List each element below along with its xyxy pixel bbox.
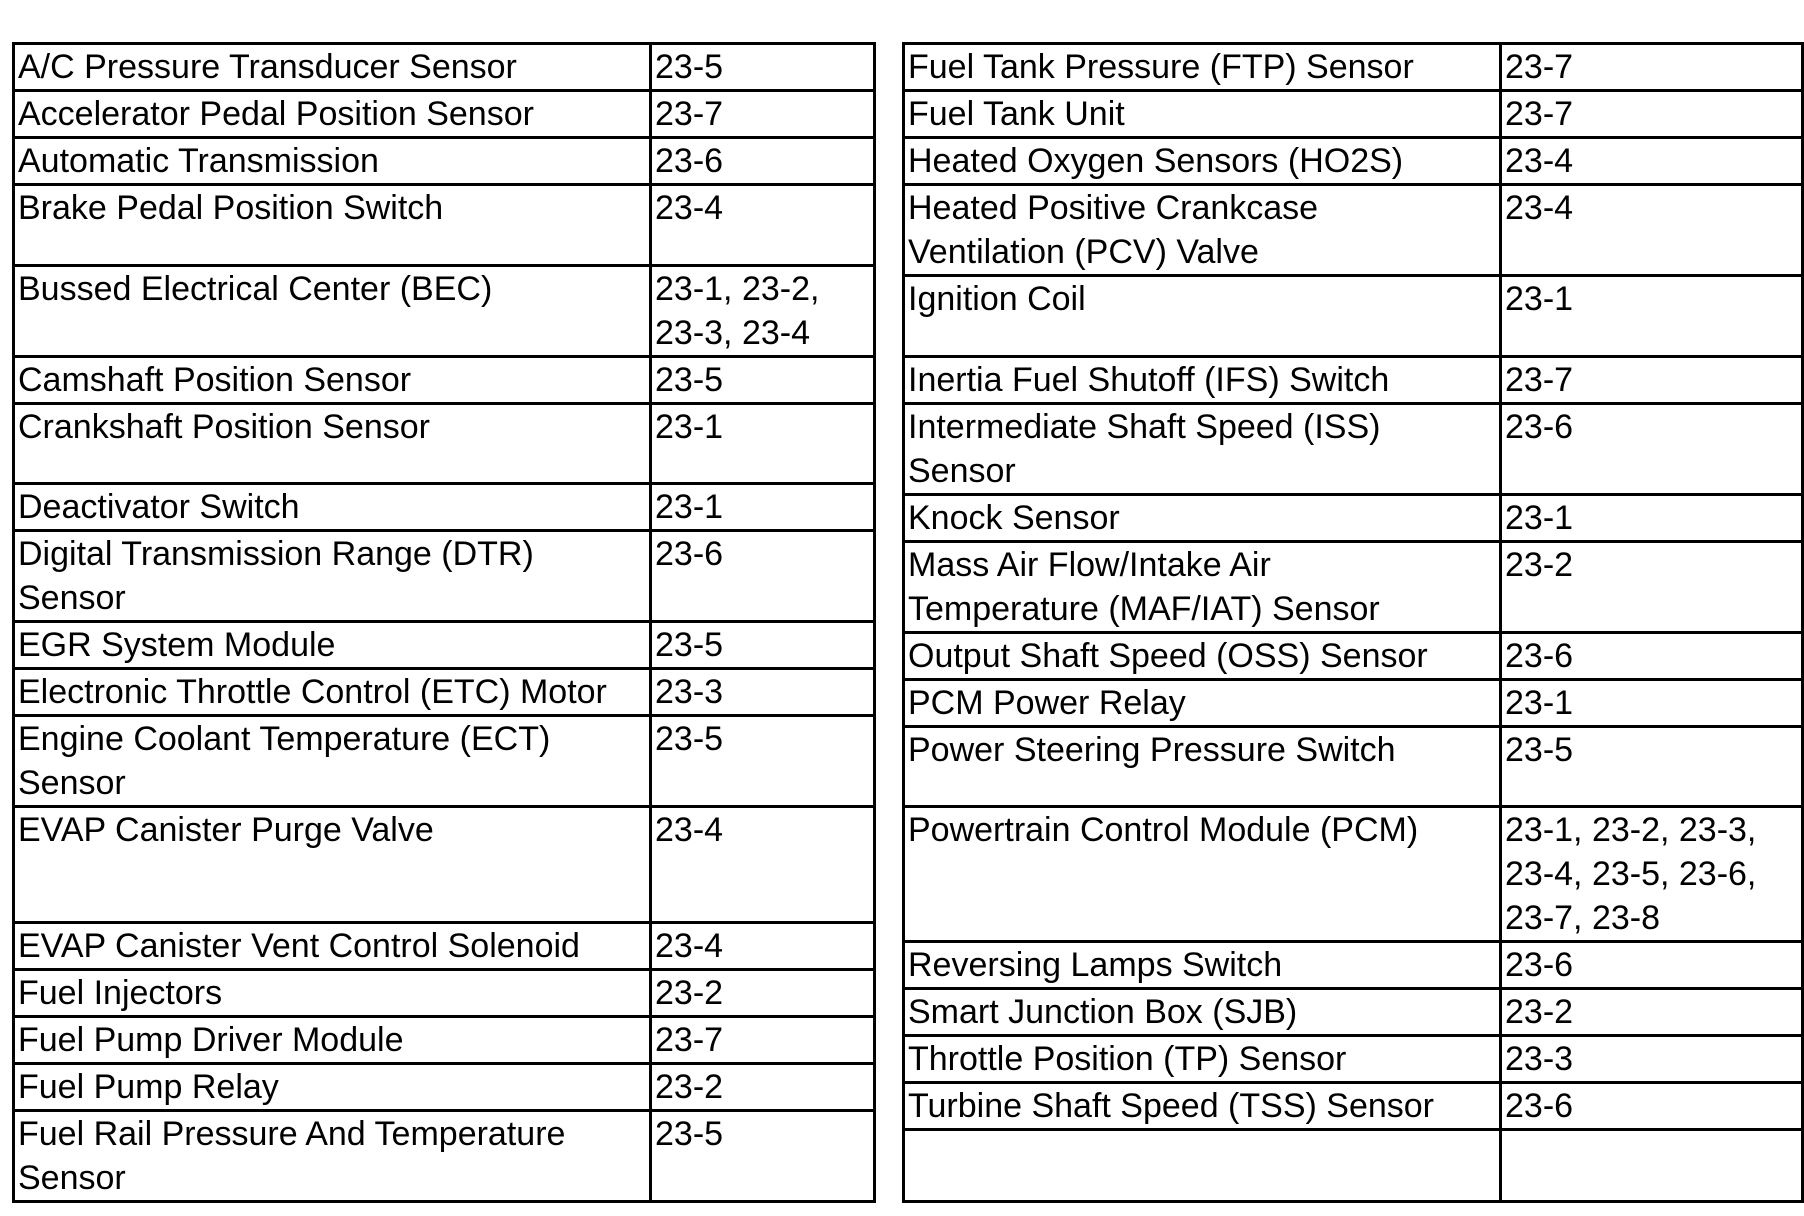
reference-cell — [1501, 1130, 1803, 1202]
component-name-cell — [904, 1130, 1501, 1202]
reference-cell — [1501, 403, 1803, 494]
reference-cell — [651, 484, 875, 531]
component-name: Camshaft Position Sensor — [18, 360, 412, 399]
component-name-cell — [904, 403, 1501, 494]
page-reference: 23-6 — [1505, 1087, 1574, 1126]
reference-cell — [1501, 632, 1803, 679]
component-table-left — [12, 42, 876, 1203]
component-name: Fuel Tank Pressure (FTP) Sensor — [908, 48, 1414, 86]
component-name: Ignition Coil — [908, 280, 1086, 318]
table-row — [904, 138, 1803, 185]
page-reference: 23-2 — [1505, 993, 1574, 1032]
reference-cell — [651, 807, 875, 923]
component-name: Sensor — [908, 451, 1016, 490]
component-name-cell — [904, 276, 1501, 357]
reference-cell — [1501, 1083, 1803, 1130]
table-row — [904, 679, 1803, 726]
table-row — [904, 494, 1803, 541]
reference-cell — [1501, 185, 1803, 276]
reference-cell — [651, 185, 875, 266]
page-reference: 23-1 — [1505, 683, 1574, 722]
reference-cell — [1501, 541, 1803, 632]
component-name: Heated Oxygen Sensors (HO2S) — [908, 142, 1404, 180]
component-name-cell — [904, 989, 1501, 1036]
component-table-left-body — [14, 44, 875, 1202]
table-row — [14, 1064, 875, 1111]
table-row — [14, 970, 875, 1017]
component-name: Fuel Rail Pressure And Temperature — [18, 1115, 566, 1153]
table-row — [14, 44, 875, 91]
component-name-cell — [904, 185, 1501, 276]
page-reference: 23-7 — [655, 1021, 724, 1059]
component-name: EVAP Canister Vent Control Solenoid — [18, 927, 580, 965]
component-name: Reversing Lamps Switch — [908, 946, 1283, 985]
reference-cell — [651, 356, 875, 403]
table-row — [14, 531, 875, 622]
component-name-cell — [14, 265, 651, 356]
reference-cell — [651, 44, 875, 91]
component-name: Throttle Position (TP) Sensor — [908, 1040, 1347, 1079]
page-reference: 23-6 — [1505, 946, 1574, 985]
page-reference: 23-4 — [1505, 189, 1574, 227]
table-row — [904, 726, 1803, 807]
reference-cell — [651, 669, 875, 716]
table-row — [904, 44, 1803, 91]
page-reference: 23-1, 23-2, 23-3, — [1505, 811, 1757, 850]
component-name: Fuel Pump Driver Module — [18, 1021, 404, 1059]
component-name-cell — [14, 1017, 651, 1064]
component-name-cell — [14, 923, 651, 970]
table-row — [904, 403, 1803, 494]
component-name: EGR System Module — [18, 626, 336, 664]
page-reference: 23-5 — [655, 48, 724, 86]
component-name: Crankshaft Position Sensor — [18, 407, 430, 446]
component-name: EVAP Canister Purge Valve — [18, 811, 434, 849]
reference-cell — [651, 622, 875, 669]
component-name-cell — [904, 541, 1501, 632]
component-name: Fuel Pump Relay — [18, 1068, 279, 1106]
component-name: Ventilation (PCV) Valve — [908, 233, 1259, 271]
reference-cell — [1501, 989, 1803, 1036]
page-reference: 23-1 — [655, 488, 724, 526]
reference-cell — [1501, 91, 1803, 138]
page-reference: 23-4 — [655, 189, 724, 227]
component-name-cell — [904, 494, 1501, 541]
reference-cell — [651, 1111, 875, 1202]
table-row — [14, 265, 875, 356]
reference-cell — [1501, 44, 1803, 91]
reference-cell — [1501, 276, 1803, 357]
component-name: Intermediate Shaft Speed (ISS) — [908, 407, 1381, 446]
component-name-cell — [14, 970, 651, 1017]
component-name: Sensor — [18, 579, 126, 617]
page-reference: 23-5 — [655, 1115, 724, 1153]
component-name: Bussed Electrical Center (BEC) — [18, 269, 493, 308]
table-row — [904, 989, 1803, 1036]
page-reference: 23-5 — [1505, 730, 1574, 769]
component-name: Sensor — [18, 1159, 126, 1197]
page-reference: 23-5 — [655, 720, 724, 758]
page-reference: 23-7 — [655, 95, 724, 133]
component-name: Turbine Shaft Speed (TSS) Sensor — [908, 1087, 1435, 1126]
page-reference: 23-6 — [1505, 407, 1574, 446]
page-reference: 23-3 — [1505, 1040, 1574, 1079]
table-row — [904, 276, 1803, 357]
reference-cell — [1501, 679, 1803, 726]
component-name-cell — [14, 91, 651, 138]
table-row — [14, 403, 875, 484]
page-reference: 23-1, 23-2, — [655, 269, 820, 308]
table-row — [14, 716, 875, 807]
component-table-right-body — [904, 44, 1803, 1202]
table-row — [14, 807, 875, 923]
page-reference: 23-1 — [1505, 280, 1574, 318]
component-name-cell — [14, 669, 651, 716]
reference-cell — [651, 91, 875, 138]
component-name: Sensor — [18, 764, 126, 802]
component-name: Power Steering Pressure Switch — [908, 730, 1396, 769]
reference-cell — [651, 1017, 875, 1064]
page-reference: 23-3, 23-4 — [655, 313, 810, 352]
component-name-cell — [904, 44, 1501, 91]
table-row — [904, 632, 1803, 679]
table-row — [904, 1130, 1803, 1202]
table-row — [14, 1017, 875, 1064]
table-row — [904, 91, 1803, 138]
page-reference: 23-4 — [655, 811, 724, 849]
page-reference: 23-4 — [655, 927, 724, 965]
page-reference: 23-6 — [655, 142, 724, 180]
table-row — [904, 541, 1803, 632]
component-name-cell — [904, 679, 1501, 726]
page-reference: 23-7 — [1505, 360, 1574, 399]
page-reference: 23-7 — [1505, 48, 1574, 86]
component-name-cell — [14, 1111, 651, 1202]
component-name-cell — [14, 403, 651, 484]
component-name-cell — [14, 1064, 651, 1111]
page-reference: 23-6 — [655, 535, 724, 573]
component-name-cell — [14, 185, 651, 266]
page-reference: 23-5 — [655, 360, 724, 399]
component-name: Heated Positive Crankcase — [908, 189, 1319, 227]
table-row — [14, 356, 875, 403]
page-reference: 23-6 — [1505, 636, 1574, 675]
reference-cell — [1501, 807, 1803, 942]
component-name: Fuel Injectors — [18, 974, 223, 1012]
component-name: PCM Power Relay — [908, 683, 1186, 722]
component-name-cell — [14, 531, 651, 622]
component-table-right — [902, 42, 1804, 1203]
page-reference: 23-1 — [655, 407, 724, 446]
column-gap — [876, 42, 902, 1203]
table-row — [14, 1111, 875, 1202]
reference-cell — [651, 138, 875, 185]
table-row — [14, 185, 875, 266]
page-reference: 23-1 — [1505, 498, 1574, 537]
component-name: Brake Pedal Position Switch — [18, 189, 444, 227]
component-name-cell — [904, 807, 1501, 942]
page-reference: 23-4 — [1505, 142, 1574, 180]
component-name: Automatic Transmission — [18, 142, 379, 180]
component-name-cell — [14, 716, 651, 807]
table-row — [904, 356, 1803, 403]
component-name-cell — [904, 1083, 1501, 1130]
page-reference: 23-4, 23-5, 23-6, — [1505, 855, 1757, 894]
component-name: Powertrain Control Module (PCM) — [908, 811, 1419, 850]
component-name-cell — [904, 632, 1501, 679]
reference-cell — [1501, 1036, 1803, 1083]
component-index — [12, 42, 1798, 1203]
table-row — [904, 1036, 1803, 1083]
reference-cell — [651, 716, 875, 807]
component-name-cell — [14, 44, 651, 91]
page-reference: 23-7 — [1505, 95, 1574, 133]
reference-cell — [1501, 942, 1803, 989]
table-row — [904, 185, 1803, 276]
page-reference: 23-2 — [1505, 545, 1574, 584]
reference-cell — [1501, 138, 1803, 185]
component-name: Smart Junction Box (SJB) — [908, 993, 1298, 1032]
table-row — [14, 669, 875, 716]
reference-cell — [651, 923, 875, 970]
table-row — [904, 1083, 1803, 1130]
component-name: Deactivator Switch — [18, 488, 300, 526]
table-row — [904, 942, 1803, 989]
reference-cell — [651, 403, 875, 484]
reference-cell — [651, 531, 875, 622]
table-row — [14, 484, 875, 531]
component-name-cell — [904, 91, 1501, 138]
reference-cell — [651, 1064, 875, 1111]
page-reference: 23-3 — [655, 673, 724, 711]
component-name-cell — [904, 942, 1501, 989]
component-name-cell — [14, 138, 651, 185]
table-row — [14, 91, 875, 138]
component-name-cell — [904, 138, 1501, 185]
component-name-cell — [14, 356, 651, 403]
reference-cell — [1501, 726, 1803, 807]
component-name: Fuel Tank Unit — [908, 95, 1125, 133]
component-name: Inertia Fuel Shutoff (IFS) Switch — [908, 360, 1390, 399]
component-name-cell — [904, 1036, 1501, 1083]
component-name: Engine Coolant Temperature (ECT) — [18, 720, 551, 758]
component-name: Mass Air Flow/Intake Air — [908, 545, 1271, 584]
page-reference: 23-2 — [655, 1068, 724, 1106]
page-reference: 23-5 — [655, 626, 724, 664]
component-name-cell — [904, 356, 1501, 403]
component-name: Knock Sensor — [908, 498, 1120, 537]
table-row — [14, 923, 875, 970]
component-name-cell — [14, 807, 651, 923]
table-row — [14, 138, 875, 185]
reference-cell — [1501, 356, 1803, 403]
reference-cell — [651, 970, 875, 1017]
component-name: Digital Transmission Range (DTR) — [18, 535, 534, 573]
component-name-cell — [904, 726, 1501, 807]
component-name: A/C Pressure Transducer Sensor — [18, 48, 517, 86]
component-name: Output Shaft Speed (OSS) Sensor — [908, 636, 1428, 675]
reference-cell — [1501, 494, 1803, 541]
table-row — [14, 622, 875, 669]
component-name-cell — [14, 622, 651, 669]
reference-cell — [651, 265, 875, 356]
component-name: Electronic Throttle Control (ETC) Motor — [18, 673, 607, 711]
page-reference: 23-7, 23-8 — [1505, 899, 1660, 938]
component-name: Temperature (MAF/IAT) Sensor — [908, 589, 1380, 628]
page-reference: 23-2 — [655, 974, 724, 1012]
table-row — [904, 807, 1803, 942]
component-name: Accelerator Pedal Position Sensor — [18, 95, 534, 133]
component-name-cell — [14, 484, 651, 531]
